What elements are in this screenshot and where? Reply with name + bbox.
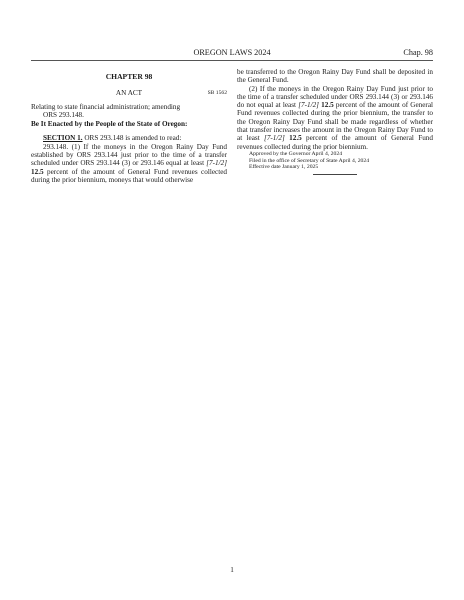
chapter-heading: CHAPTER 98 [105,72,153,81]
header-title: OREGON LAWS 2024 [193,48,271,57]
section-intro-text: ORS 293.148 is amended to read: [82,134,182,143]
continued-text: be transferred to the Oregon Rainy Day Fund shall be deposited in the General Fund. [237,68,433,85]
left-column [31,68,227,184]
filed-note: Filed in the office of Secretary of State April 4, 2024 [249,157,370,164]
bill-number: SB 1562 [207,90,227,97]
section-1-paragraph-1 [31,143,227,184]
enacting-clause: Be It Enacted by the People of the State of Oregon: [31,120,188,129]
para2-new-text-2: 12.5 [289,134,302,143]
section-label: SECTION 1. [43,134,83,143]
para2-deleted-text-2: [7-1/2] [264,134,285,143]
para2-deleted-text-1: [7-1/2] [298,101,319,110]
para2-text-a: (2) If the moneys in the Oregon Rainy Day Fund just prior to the time of a transfer scheduled under ORS 293.144 (3) or 293.146 do not equal at least [237,84,433,110]
para1-deleted-text: [7-1/2] [206,159,227,168]
para2-text-c: percent of the amount of General Fund revenues collected during the prior biennium. [237,134,433,151]
act-line [31,89,227,97]
para2-text-b: percent of the amount of General Fund revenues collected during the prior biennium, the transfer to the Oregon Rainy Day Fund shall be made regardless of whether that transfer increases the amount in the Oregon Rainy Day Fund to at least [237,101,434,143]
header-chapter: Chap. 98 [403,48,433,57]
section-1-paragraph-2 [237,85,433,151]
effective-note: Effective date January 1, 2025 [249,164,319,171]
para2-new-text-1: 12.5 [321,101,334,110]
relating-line: Relating to state financial administration; amending [31,102,181,111]
running-head [31,48,433,61]
para1-new-text: 12.5 [31,167,44,176]
act-label: AN ACT [115,89,143,98]
approved-note: Approved by the Governor April 4, 2024 [249,150,343,157]
para1-text-a: 293.148. (1) If the moneys in the Oregon Rainy Day Fund established by ORS 293.144 just prior to the time of a transfer scheduled under ORS 293.144 (3) or 293.146 equal at least [31,142,227,168]
section-1-intro [31,134,227,142]
end-rule [313,174,357,175]
para1-text-b: percent of the amount of General Fund revenues collected during the prior biennium, moneys that would otherwise [31,167,227,184]
relating-line-cont: ORS 293.148. [43,110,84,119]
page-number: 1 [230,566,234,574]
right-column [237,68,433,175]
